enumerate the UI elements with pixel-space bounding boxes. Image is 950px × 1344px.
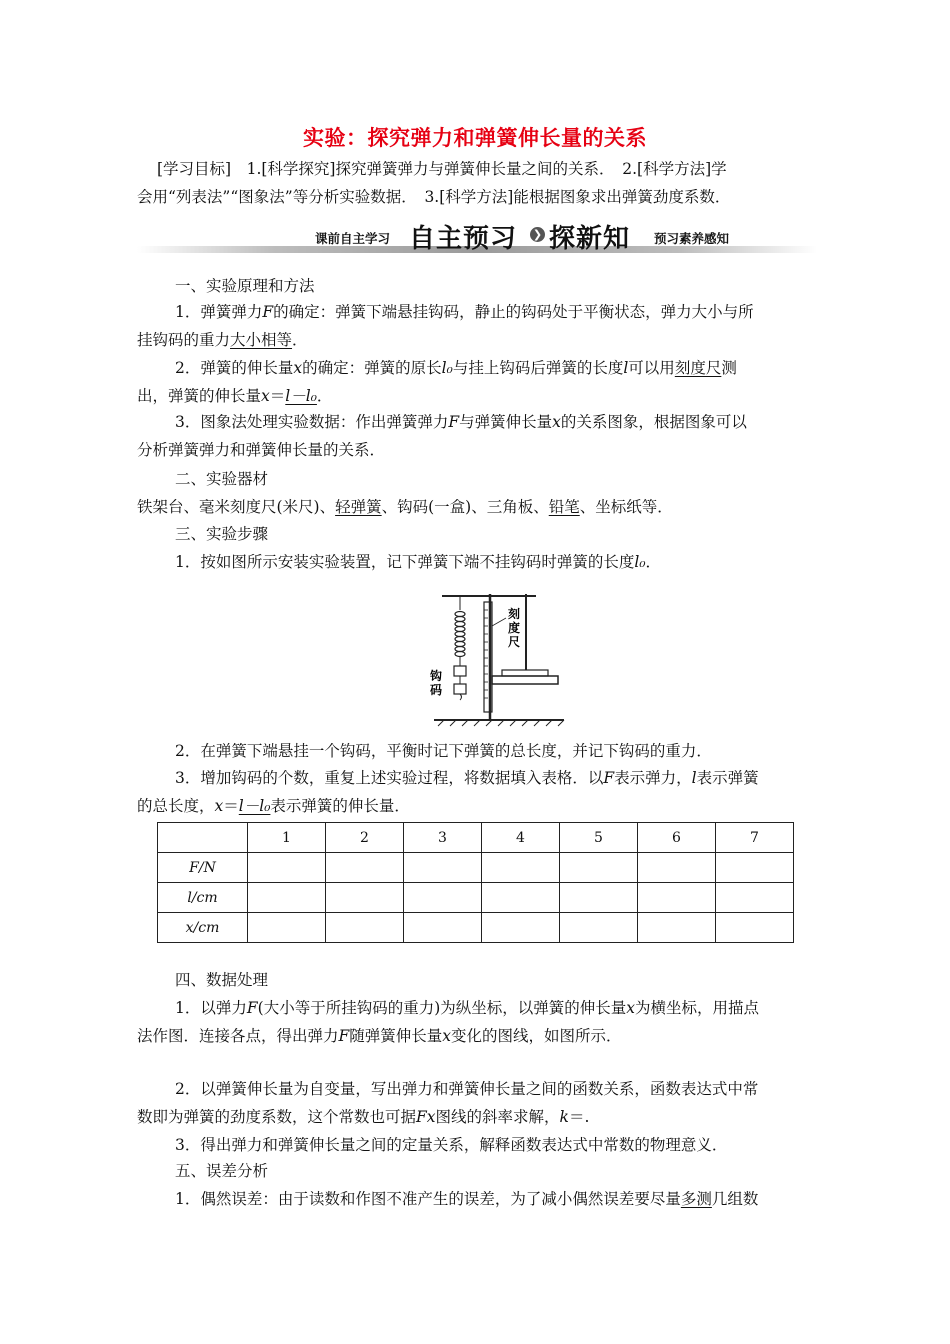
learning-goals-line-2: 会用“列表法”“图象法”等分析实验数据． 3.[科学方法]能根据图象求出弹簧劲度系数． <box>137 188 731 206</box>
table-cell <box>248 913 326 943</box>
table-cell <box>716 913 794 943</box>
section-1-p3-line-1: 3．图象法处理实验数据：作出弹簧弹力F与弹簧伸长量x的关系图象，根据图象可以 <box>175 413 747 431</box>
weight-label-2: 码 <box>430 683 443 697</box>
banner-title-1: 自主预习 <box>409 224 518 254</box>
table-header-cell: 4 <box>482 823 560 853</box>
ruler-label-2: 度 <box>508 621 521 635</box>
answer-blank: l－l₀ <box>238 797 271 815</box>
table-header-cell: 6 <box>638 823 716 853</box>
section-1-p3-line-2: 分析弹簧弹力和弹簧伸长量的关系． <box>137 441 386 459</box>
section-3-heading: 三、实验步骤 <box>175 525 269 543</box>
table-cell <box>638 883 716 913</box>
banner-left-caption: 课前自主学习 <box>315 231 391 246</box>
section-5-heading: 五、误差分析 <box>175 1162 269 1180</box>
table-cell <box>560 913 638 943</box>
table-cell <box>482 883 560 913</box>
table-row <box>158 853 794 883</box>
section-3-p3-line-2: 的总长度，x＝l－l₀表示弹簧的伸长量． <box>137 797 410 815</box>
section-4-heading: 四、数据处理 <box>175 971 269 989</box>
stand-clamp <box>502 670 548 676</box>
data-table <box>157 822 794 943</box>
table-cell <box>404 853 482 883</box>
learning-goals-line-1: [学习目标] 1.[科学探究]探究弹簧弹力与弹簧伸长量之间的关系． 2.[科学方法]学 <box>157 160 727 178</box>
weight-label-1: 钩 <box>430 669 443 683</box>
answer-blank: 大小相等 <box>230 331 293 349</box>
table-header-cell: 1 <box>248 823 326 853</box>
section-4-p3: 3．得出弹力和弹簧伸长量之间的定量关系，解释函数表达式中常数的物理意义． <box>175 1136 728 1154</box>
section-3-p2: 2．在弹簧下端悬挂一个钩码，平衡时记下弹簧的总长度，并记下钩码的重力． <box>175 742 712 760</box>
section-1-p1-line-2: 挂钩码的重力大小相等． <box>137 331 308 349</box>
table-header-cell: 3 <box>404 823 482 853</box>
weight-2 <box>454 684 466 694</box>
table-cell <box>248 883 326 913</box>
table-row <box>158 913 794 943</box>
table-cell <box>404 913 482 943</box>
table-cell <box>482 853 560 883</box>
section-4-p1-line-1: 1．以弹力F(大小等于所挂钩码的重力)为纵坐标，以弹簧的伸长量x为横坐标，用描点 <box>175 999 760 1017</box>
section-4-p2-line-1: 2．以弹簧伸长量为自变量，写出弹力和弹簧伸长量之间的函数关系，函数表达式中常 <box>175 1080 759 1098</box>
table-cell <box>326 883 404 913</box>
answer-blank: l－l₀ <box>285 387 317 405</box>
section-3-p3-line-1: 3．增加钩码的个数，重复上述实验过程，将数据填入表格．以F表示弹力，l表示弹簧 <box>175 769 759 787</box>
table-cell <box>638 913 716 943</box>
table-cell <box>716 853 794 883</box>
ruler-label-1: 刻 <box>508 607 521 621</box>
row-label: x/cm <box>158 913 248 943</box>
section-1-heading: 一、实验原理和方法 <box>175 277 315 295</box>
table-cell <box>638 853 716 883</box>
table-row <box>158 883 794 913</box>
table-cell <box>716 883 794 913</box>
answer-blank: 多测 <box>680 1190 712 1208</box>
table-cell <box>248 853 326 883</box>
table-cell <box>326 853 404 883</box>
banner-right-caption: 预习素养感知 <box>654 231 730 246</box>
weight-1 <box>454 666 466 676</box>
answer-blank: 铅笔 <box>548 498 580 516</box>
section-1-p2-line-2: 出，弹簧的伸长量x＝l－l₀． <box>137 387 333 405</box>
label-pointer <box>492 618 506 626</box>
section-3-p1: 1．按如图所示安装实验装置，记下弹簧下端不挂钩码时弹簧的长度l₀． <box>175 553 662 571</box>
ruler-label-3: 尺 <box>508 635 521 649</box>
table-cell <box>560 883 638 913</box>
banner-arrow-icon: ❯ <box>530 227 545 242</box>
apparatus-diagram <box>424 588 574 728</box>
page-title: 实验：探究弹力和弹簧伸长量的关系 <box>303 126 647 150</box>
section-4-p1-line-2: 法作图．连接各点，得出弹力F随弹簧伸长量x变化的图线，如图所示． <box>137 1027 622 1045</box>
section-banner <box>137 220 817 254</box>
weight-hook <box>460 694 462 700</box>
table-cell <box>560 853 638 883</box>
table-header-cell: 2 <box>326 823 404 853</box>
section-1-p2-line-1: 2．弹簧的伸长量x的确定：弹簧的原长l₀与挂上钩码后弹簧的长度l可以用刻度尺测 <box>175 359 737 377</box>
table-header-cell: 5 <box>560 823 638 853</box>
table-header-cell: 7 <box>716 823 794 853</box>
row-label: l/cm <box>158 883 248 913</box>
stand-base <box>492 676 558 684</box>
table-cell <box>482 913 560 943</box>
table-header-cell <box>158 823 248 853</box>
section-4-p2-line-2: 数即为弹簧的劲度系数，这个常数也可据Fx图线的斜率求解，k＝. <box>137 1108 590 1126</box>
answer-blank: 轻弹簧 <box>335 498 382 516</box>
table-cell <box>404 883 482 913</box>
table-cell <box>326 913 404 943</box>
table-header-row <box>158 823 794 853</box>
section-2-equipment: 铁架台、毫米刻度尺(米尺)、轻弹簧、钩码(一盒)、三角板、铅笔、坐标纸等． <box>137 498 673 516</box>
answer-blank: 刻度尺 <box>674 359 722 377</box>
ruler-ticks <box>484 610 488 698</box>
section-1-p1-line-1: 1．弹簧弹力F的确定：弹簧下端悬挂钩码，静止的钩码处于平衡状态，弹力大小与所 <box>175 303 754 321</box>
section-5-p1: 1．偶然误差：由于读数和作图不准产生的误差，为了减小偶然误差要尽量多测几组数 <box>175 1190 759 1208</box>
row-label: F/N <box>158 853 248 883</box>
banner-title-2: 探新知 <box>549 224 631 254</box>
spring <box>455 612 465 657</box>
section-2-heading: 二、实验器材 <box>175 470 269 488</box>
